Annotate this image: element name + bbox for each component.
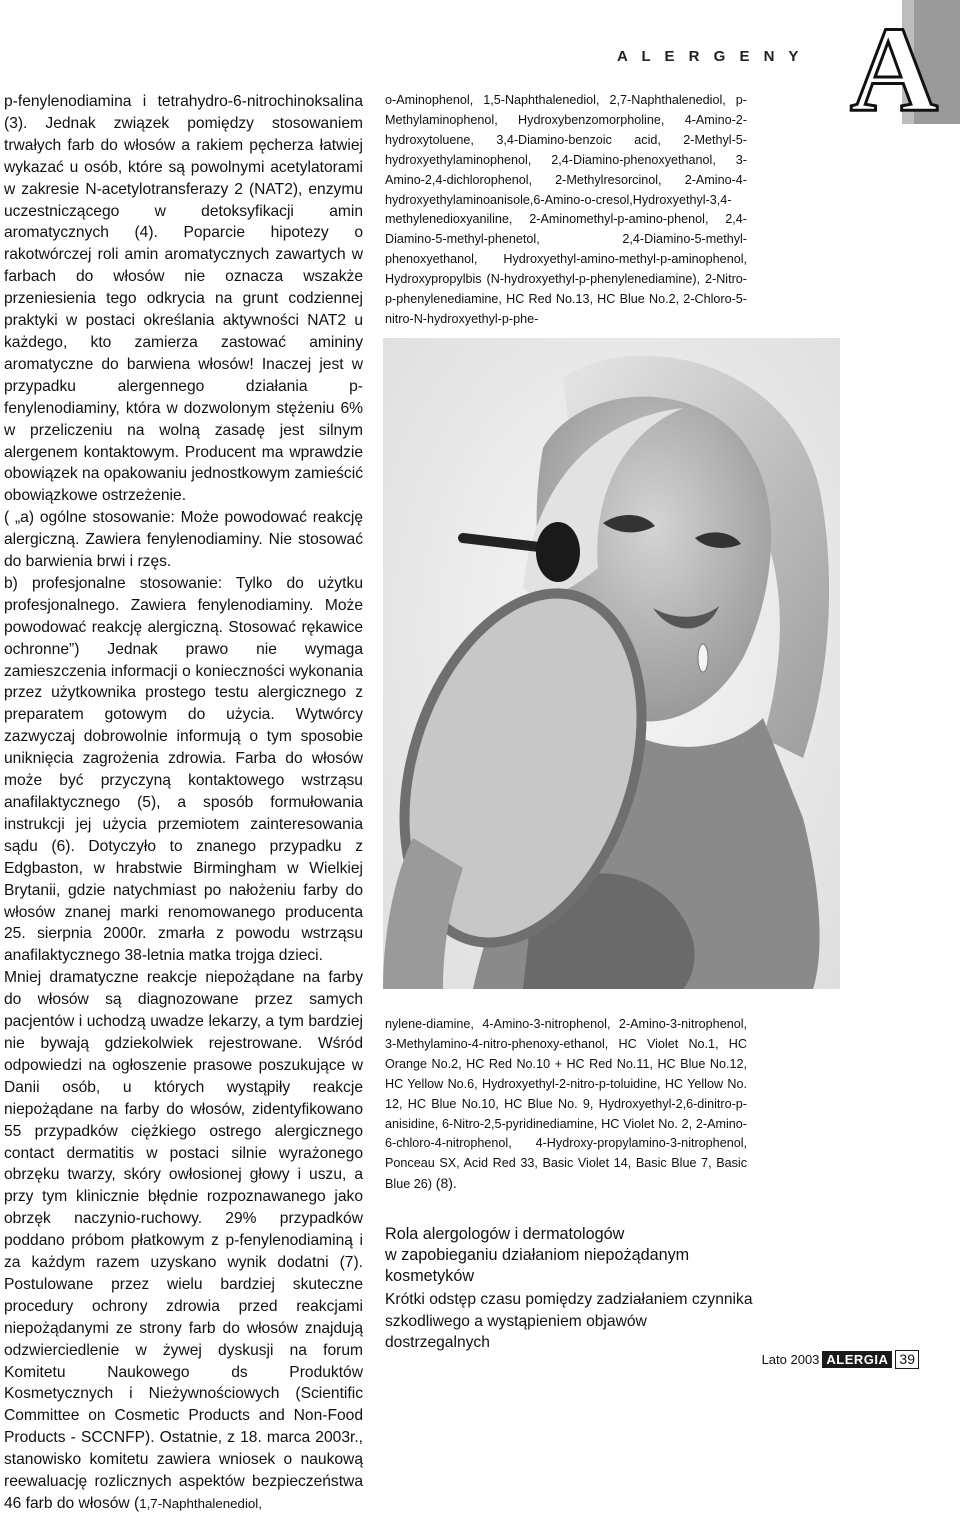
left-paragraph-4-text: Mniej dramatyczne reakcje niepożądane na farby do włosów są diagnozowane przez samych pacjentów i uchodzą uwadze lekarzy, a tym bardziej nie bywają gdziekolwiek rejestrowane. Wśród odpowiedzi na ogłoszenie prasowe poszukujące w Danii osób, u których wystąpiły reakcje niepożądane na farby do włosów, zidentyfikowano 55 przypadków ciężkiego ostrego alergicznego contact dermatitis w postaci silnie wyrażonego obrzęku twarzy, skóry owłosionej głowy i uszu, a przy tym klinicznie błędnie rozpoznawanego jako obrzęk naczynio-ruchowy. 29% przypadków poddano próbom płatkowym z p-fenylenodiaminą i za każdym razem uzyskano wynik dodatni (7). Postulowane przez wielu bardziej skuteczne procedury ochrony zdrowia przed reakcjami niepożądanymi ze strony farb do włosów znajdują odzwierciedlenie w żywej dyskusji na forum Komitetu Naukowego ds Produktów Kosmetycznych i Nieżywnościowych (Scientific Committee on Cosmetic Products and Non-Food Products - SCCNFP). Ostatnie, z 18. marca 2003r., stanowisko komitetu zawiera wniosek o naukową reewaluację rozlicznych aspektów bezpieczeństwa 46 farb do włosów (: [4, 969, 363, 1512]
right-bottom-citation: (8).: [431, 1175, 457, 1192]
section-heading-line-2: w zapobieganiu działaniom niepożądanym: [385, 1246, 690, 1265]
footer-magazine-badge: ALERGIA: [822, 1351, 892, 1368]
footer-season: Lato 2003: [761, 1351, 820, 1367]
corner-letter-logo: [842, 0, 960, 124]
left-article-column: [4, 91, 363, 1515]
section-heading-line-1: Rola alergologów i dermatologów: [385, 1225, 625, 1243]
right-column-bottom: [385, 1015, 747, 1195]
section-heading-line-3: kosmetyków: [385, 1267, 475, 1286]
left-paragraph-2: ( „a) ogólne stosowanie: Może powodować reakcję alergiczną. Zawiera fenylenodiaminy. Nie stosować do barwienia brwi i rzęs.: [4, 509, 363, 571]
left-paragraph-1: p-fenylenodiamina i tetrahydro-6-nitrochinoksalina (3). Jednak związek pomiędzy stosowaniem trwałych farb do włosów a rakiem pęcherza łatwiej wykazać u osób, które są powolnymi acetylatorami w zakresie N-acetylotransferazy 2 (NAT2), enzymu uczestniczącego w detoksyfikacji amin aromatycznych (4). Poparcie hipotezy o rakotwórczej roli amin aromatycznych zawartych w farbach do włosów nie oznacza wszakże przeniesienia tego odkrycia na grunt codziennej praktyki w postaci określania aktywności NAT2 u każdego, kto zamierza zastować amininy aromatyczne do barwiena włosów! Inaczej jest w przypadku alergennego działania p-fenylenodiaminy, która w dozwolonym stężeniu 6% w przeliczeniu na wolną zasadę jest silnym alergenem kontaktowym. Producent ma wprawdzie obowiązek na opakowaniu jednostkowym zamieścić obowiązkowe ostrzeżenie.: [4, 93, 363, 505]
left-paragraph-4: [4, 967, 363, 1515]
page-footer: [762, 1349, 919, 1369]
right-bottom-text: nylene-diamine, 4-Amino-3-nitrophenol, 2-Amino-3-nitrophenol, 3-Methylamino-4-nitro-phenoxy-ethanol, HC Violet No.1, HC Orange No.2, HC Red No.10 + HC Red No.11, HC Blue No.12, HC Yellow No.6, Hydroxyethyl-2-nitro-p-toluidine, HC Yellow No. 12, HC Blue No.10, HC Blue No. 9, Hydroxyethyl-2,6-dinitro-p-anisidine, 6-Nitro-2,5-pyridinediamine, HC Violet No. 2, 2-Amino-6-chloro-4-nitrophenol, 4-Hydroxy-propylamino-3-nitrophenol, Ponceau SX, Acid Red 33, Basic Violet 14, Basic Blue 7, Basic Blue 26): [385, 1017, 747, 1192]
section-heading: [385, 1224, 755, 1288]
left-paragraph-4-tail: 1,7-Naphthalenediol,: [139, 1496, 262, 1511]
right-bottom-paragraph: [385, 1015, 747, 1195]
left-paragraph-3: b) profesjonalne stosowanie: Tylko do użytku profesjonalnego. Zawiera fenylenodiaminy. Może powodować reakcję alergiczną. Stosować rękawice ochronne”) Jednak prawo nie wymaga zamieszczenia informacji o konieczności wykonania przez użytkownika prostego testu alergicznego z preparatem gotowym do użycia. Wytwórcy zazwyczaj dobrowolnie informują o tym sposobie uniknięcia zagrożenia zdrowia. Farba do włosów może być przyczyną kontaktowego wstrząsu anafilaktycznego (5), a sposób formułowania instrukcji jej użycia przemiotem zainteresowania sądu (6). Dotyczyło to znanego przypadku z Edgbaston, w hrabstwie Birmingham w Wielkiej Brytanii, gdzie natychmiast po nałożeniu farby do włosów znanej marki renomowanego producenta 25. sierpnia 2000r. zmarła z powodu wstrząsu anafilaktycznego 38-letnia matka trojga dzieci.: [4, 574, 363, 965]
letter-logo-graphic: [842, 0, 960, 124]
woman-with-makeup-brush-photo: [383, 338, 840, 989]
page-number: 39: [895, 1350, 919, 1369]
right-column-top: [385, 91, 747, 330]
corner-letter: A: [850, 2, 939, 124]
right-top-paragraph: o-Aminophenol, 1,5-Naphthalenediol, 2,7-Naphthalenediol, p-Methylaminophenol, Hydroxybenzomorpholine, 4-Amino-2-hydroxytoluene, 3,4-Diamino-benzoic acid, 2-Methyl-5-hydroxyethylaminophenol, 2,4-Diamino-phenoxyethanol, 3-Amino-2,4-dichlorophenol, 2-Methylresorcinol, 2-Amino-4-hydroxyethylaminoanisole,6-Amino-o-cresol,Hydroxyethyl-3,4-methylenedioxyaniline, 2-Aminomethyl-p-amino-phenol, 2,4-Diamino-5-methyl-phenetol, 2,4-Diamino-5-methyl-phenoxyethanol, Hydroxyethyl-amino-methyl-p-aminophenol, Hydroxypropylbis (N-hydroxyethyl-p-phenylenediamine), 2-Nitro-p-phenylenediamine, HC Red No.13, HC Blue No.2, 2-Chloro-5-nitro-N-hydroxyethyl-p-phe-: [385, 93, 747, 326]
section-header: A L E R G E N Y: [617, 48, 804, 65]
section-body-text: Krótki odstęp czasu pomiędzy zadziałaniem czynnika szkodliwego a wystąpieniem objawów dostrzegalnych: [385, 1291, 753, 1351]
